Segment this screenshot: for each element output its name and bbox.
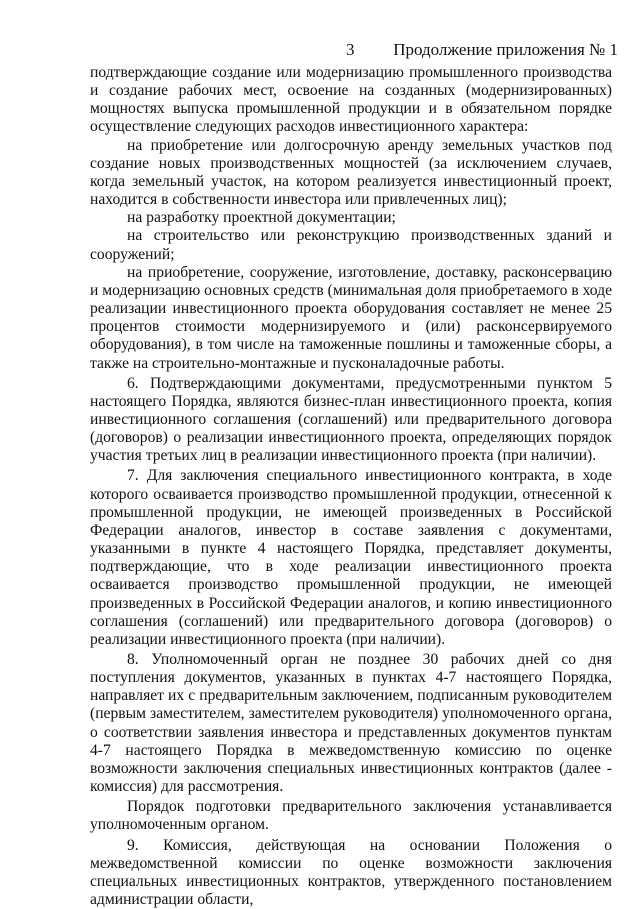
paragraph-item-9: 9. Комиссия, действующая на основании Положения о межведомственной комиссии по оценке возможности заключения специальных инвестиционных контрактов, утвержденного постановлением администрации области, bbox=[90, 836, 612, 909]
document-body bbox=[90, 64, 612, 909]
paragraph-construction: на строительство или реконструкцию производственных зданий и сооружений; bbox=[90, 227, 612, 263]
paragraph-land-lease: на приобретение или долгосрочную аренду земельных участков под создание новых производственных мощностей (за исключением случаев, когда земельный участок, на котором реализуется инвестиционный проект, находится в собственности инвестора или привлеченных лиц); bbox=[90, 136, 612, 209]
paragraph-project-docs: на разработку проектной документации; bbox=[127, 209, 396, 227]
page-header bbox=[0, 40, 640, 62]
paragraph-item-7: 7. Для заключения специального инвестиционного контракта, в ходе которого осваивается производство промышленной продукции, отнесенной к промышленной продукции, не имеющей произведенных в Российской Федерации аналогов, инвестор в составе заявления с документами, указанными в пункте 4 настоящего Порядка, представляет документы, подтверждающие, что в ходе реализации инвестиционного проекта осваивается производство промышленной продукции, не имеющей произведенных в Российской Федерации аналогов, и копию инвестиционного соглашения (соглашений) или предварительного договора (договоров) о реализации инвестиционного проекта (при наличии). bbox=[90, 467, 612, 648]
page-number: 3 bbox=[346, 40, 355, 59]
paragraph-item-6: 6. Подтверждающими документами, предусмотренными пунктом 5 настоящего Порядка, являются бизнес-план инвестиционного проекта, копия инвестиционного соглашения (соглашений) или предварительного договора (договоров) о реализации инвестиционного проекта, определяющих порядок участия третьих лиц в реализации инвестиционного проекта (при наличии). bbox=[90, 374, 612, 465]
paragraph-preliminary-conclusion: Порядок подготовки предварительного заключения устанавливается уполномоченным органом. bbox=[90, 798, 612, 834]
appendix-label: Продолжение приложения № 1 bbox=[393, 40, 618, 59]
paragraph-fixed-assets: на приобретение, сооружение, изготовление, доставку, расконсервацию и модернизацию основных средств (минимальная доля приобретаемого в ходе реализации инвестиционного проекта оборудования составляет не менее 25 процентов стоимости модернизируемого и (или) расконсервируемого оборудования), в том числе на таможенные пошлины и таможенные сборы, а также на строительно-монтажные и пусконаладочные работы. bbox=[90, 263, 612, 372]
paragraph-item-8: 8. Уполномоченный орган не позднее 30 рабочих дней со дня поступления документов, указанных в пунктах 4-7 настоящего Порядка, направляет их с предварительным заключением, подписанным руководителем (первым заместителем, заместителем руководителя) уполномоченного органа, о соответствии заявления инвестора и представленных документов пунктам 4-7 настоящего Порядка в межведомственную комиссию по оценке возможности заключения специальных инвестиционных контрактов (далее - комиссия) для рассмотрения. bbox=[90, 651, 612, 796]
paragraph-continuation: подтверждающие создание или модернизацию промышленного производства и создание рабочих мест, освоение на созданных (модернизированных) мощностях выпуска промышленной продукции и в обязательном порядке осуществление следующих расходов инвестиционного характера: bbox=[90, 64, 612, 136]
